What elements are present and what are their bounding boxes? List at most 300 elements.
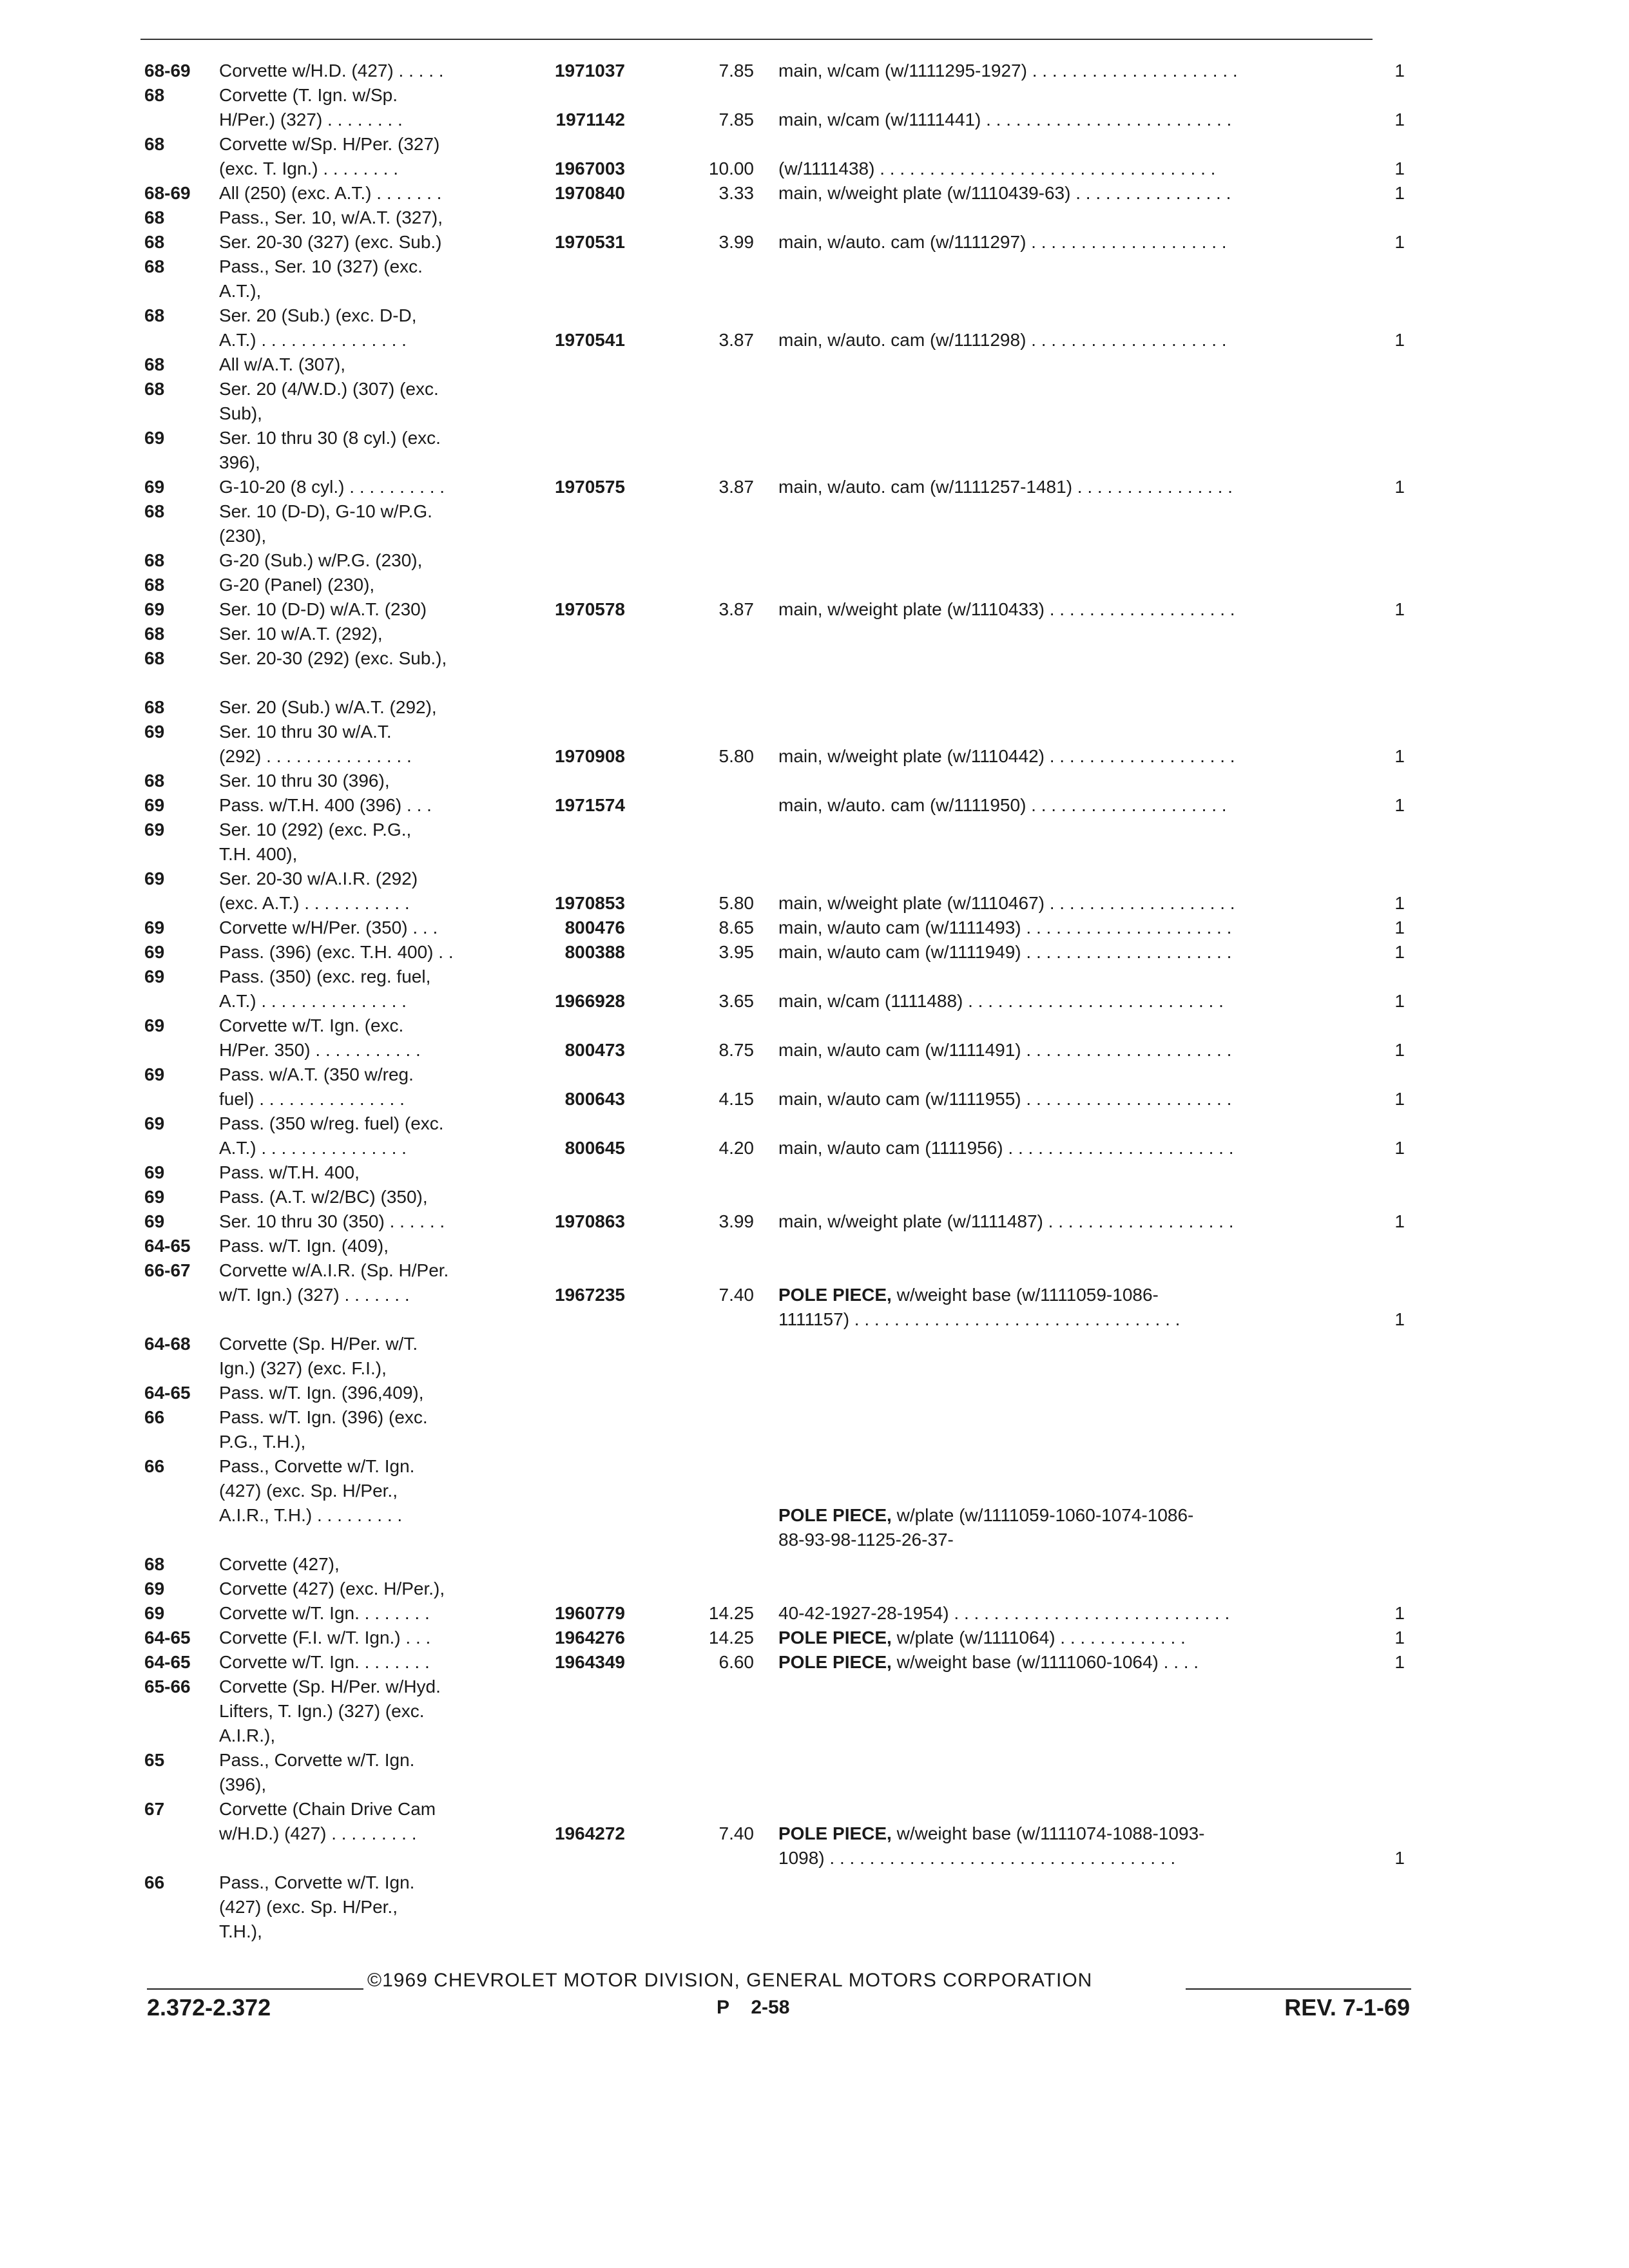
table-row xyxy=(0,353,1629,376)
year-cell: 68 xyxy=(144,550,165,570)
table-row xyxy=(0,304,1629,327)
table-row xyxy=(0,280,1629,303)
year-cell: 69 xyxy=(144,1162,165,1182)
page-number xyxy=(717,1994,789,2022)
description-text: 1111157) . . . . . . . . . . . . . . . . . . . . . . . . . . . . . . . . . xyxy=(778,1309,1181,1329)
application-cell: H/Per.) (327) . . . . . . . . xyxy=(219,110,403,130)
table-row xyxy=(0,573,1629,597)
price-cell: 5.80 xyxy=(718,746,754,766)
table-row xyxy=(0,1137,1629,1160)
application-cell: Ser. 20-30 (292) (exc. Sub.), xyxy=(219,648,447,668)
application-cell: G-10-20 (8 cyl.) . . . . . . . . . . xyxy=(219,477,445,497)
table-row xyxy=(0,1700,1629,1723)
description-text: w/weight base (w/1111059-1086- xyxy=(891,1285,1159,1305)
table-row xyxy=(0,1112,1629,1135)
application-cell: G-20 (Sub.) w/P.G. (230), xyxy=(219,550,423,570)
description-text: main, w/weight plate (w/1110439-63) . . . . . . . . . . . . . . . . xyxy=(778,183,1231,203)
table-row xyxy=(0,524,1629,548)
year-cell: 69 xyxy=(144,966,165,986)
table-row xyxy=(0,1063,1629,1086)
quantity-cell: 1 xyxy=(1394,1652,1405,1672)
table-row xyxy=(0,1210,1629,1233)
table-row xyxy=(0,745,1629,768)
application-cell: Corvette (Sp. H/Per. w/Hyd. xyxy=(219,1677,441,1696)
description-text: main, w/cam (w/1111295-1927) . . . . . . . . . . . . . . . . . . . . . xyxy=(778,61,1238,81)
table-row xyxy=(0,1504,1629,1527)
part-number-cell: 1970863 xyxy=(554,1211,625,1231)
part-number-cell: 1964349 xyxy=(554,1652,625,1672)
description-text: main, w/auto cam (w/1111491) . . . . . . . . . . . . . . . . . . . . . xyxy=(778,1040,1232,1060)
description-cell xyxy=(778,990,1224,1013)
part-number-cell: 1970908 xyxy=(554,746,625,766)
table-row xyxy=(0,1626,1629,1649)
table-row xyxy=(0,598,1629,621)
application-cell: Pass., Corvette w/T. Ign. xyxy=(219,1750,415,1770)
application-cell: Ser. 10 w/A.T. (292), xyxy=(219,624,383,644)
application-cell: Pass. w/T.H. 400 (396) . . . xyxy=(219,795,432,815)
price-cell: 14.25 xyxy=(708,1628,754,1648)
application-cell: Pass. (A.T. w/2/BC) (350), xyxy=(219,1187,428,1207)
application-cell: Pass. w/T. Ign. (396,409), xyxy=(219,1383,424,1403)
table-row xyxy=(0,696,1629,719)
description-cell xyxy=(778,1137,1233,1160)
part-number-cell: 1970575 xyxy=(554,477,625,497)
year-cell: 66 xyxy=(144,1872,165,1892)
year-cell: 68 xyxy=(144,575,165,595)
description-text: main, w/auto cam (w/1111955) . . . . . . . . . . . . . . . . . . . . . xyxy=(778,1089,1232,1109)
year-cell: 69 xyxy=(144,1579,165,1599)
table-row xyxy=(0,867,1629,890)
description-cell xyxy=(778,1528,954,1552)
table-row xyxy=(0,182,1629,205)
quantity-cell: 1 xyxy=(1394,330,1405,350)
table-row xyxy=(0,1602,1629,1625)
application-cell: P.G., T.H.), xyxy=(219,1432,306,1452)
table-row xyxy=(0,59,1629,82)
table-row xyxy=(0,769,1629,793)
description-cell xyxy=(778,182,1231,205)
table-row xyxy=(0,1773,1629,1796)
revision-date: REV. 7-1-69 xyxy=(1284,1994,1410,2021)
part-number-cell: 1971142 xyxy=(555,110,625,130)
table-row xyxy=(0,1553,1629,1576)
description-cell xyxy=(778,1504,1193,1527)
year-cell: 69 xyxy=(144,599,165,619)
price-cell: 8.75 xyxy=(718,1040,754,1060)
table-row xyxy=(0,1724,1629,1747)
description-text: main, w/cam (w/1111441) . . . . . . . . . . . . . . . . . . . . . . . . . xyxy=(778,110,1232,130)
application-cell: Ser. 10 (292) (exc. P.G., xyxy=(219,820,412,840)
description-heading: POLE PIECE, xyxy=(778,1652,892,1672)
table-row xyxy=(0,1871,1629,1894)
table-row xyxy=(0,720,1629,744)
application-cell: G-20 (Panel) (230), xyxy=(219,575,375,595)
table-row xyxy=(0,1259,1629,1282)
table-row xyxy=(0,1896,1629,1919)
description-text: w/weight base (w/1111060-1064) . . . . xyxy=(891,1652,1199,1672)
table-row xyxy=(0,1283,1629,1307)
table-row xyxy=(0,427,1629,450)
description-cell xyxy=(778,794,1227,817)
description-cell xyxy=(778,1210,1234,1233)
description-cell xyxy=(778,941,1231,964)
year-cell: 69 xyxy=(144,918,165,937)
description-text: 88-93-98-1125-26-37- xyxy=(778,1530,954,1550)
application-cell: Pass. (396) (exc. T.H. 400) . . xyxy=(219,942,454,962)
application-cell: Ser. 20 (4/W.D.) (307) (exc. xyxy=(219,379,439,399)
year-cell: 65 xyxy=(144,1750,165,1770)
quantity-cell: 1 xyxy=(1394,893,1405,913)
application-cell: H/Per. 350) . . . . . . . . . . . xyxy=(219,1040,421,1060)
quantity-cell: 1 xyxy=(1394,1138,1405,1158)
price-cell: 7.85 xyxy=(718,61,754,81)
table-row xyxy=(0,1651,1629,1674)
description-text: w/plate (w/1111064) . . . . . . . . . . . . . xyxy=(891,1628,1186,1648)
part-number-cell: 1964272 xyxy=(554,1823,625,1843)
part-number-cell: 800476 xyxy=(564,918,625,937)
price-cell: 3.33 xyxy=(718,183,754,203)
application-cell: Lifters, T. Ign.) (327) (exc. xyxy=(219,1701,425,1721)
price-cell: 4.20 xyxy=(718,1138,754,1158)
year-cell: 69 xyxy=(144,1211,165,1231)
description-heading: POLE PIECE, xyxy=(778,1505,892,1525)
year-cell: 69 xyxy=(144,820,165,840)
table-row xyxy=(0,990,1629,1013)
description-text: main, w/auto. cam (w/1111950) . . . . . . . . . . . . . . . . . . . . xyxy=(778,795,1227,815)
table-row xyxy=(0,1406,1629,1429)
application-cell: Pass. w/T. Ign. (396) (exc. xyxy=(219,1407,428,1427)
price-cell: 10.00 xyxy=(708,159,754,178)
year-cell: 69 xyxy=(144,1064,165,1084)
application-cell: All w/A.T. (307), xyxy=(219,354,346,374)
year-cell: 68 xyxy=(144,379,165,399)
application-cell: Corvette (427) (exc. H/Per.), xyxy=(219,1579,445,1599)
year-cell: 69 xyxy=(144,1015,165,1035)
description-cell xyxy=(778,1088,1231,1111)
application-cell: (292) . . . . . . . . . . . . . . . xyxy=(219,746,412,766)
table-row xyxy=(0,84,1629,107)
price-cell: 7.40 xyxy=(718,1823,754,1843)
description-cell xyxy=(778,329,1227,352)
quantity-cell: 1 xyxy=(1394,795,1405,815)
table-row xyxy=(0,1161,1629,1184)
year-cell: 64-65 xyxy=(144,1628,191,1648)
price-cell: 4.15 xyxy=(718,1089,754,1109)
application-cell: Corvette (427), xyxy=(219,1554,340,1574)
part-number-cell: 1970531 xyxy=(554,232,625,252)
description-cell xyxy=(778,1847,1175,1870)
table-row xyxy=(0,1357,1629,1380)
description-cell xyxy=(778,476,1233,499)
table-row xyxy=(0,1332,1629,1356)
application-cell: Corvette w/H/Per. (350) . . . xyxy=(219,918,438,937)
quantity-cell: 1 xyxy=(1394,1309,1405,1329)
application-cell: Corvette w/H.D. (427) . . . . . xyxy=(219,61,444,81)
application-cell: A.I.R.), xyxy=(219,1725,276,1745)
table-row xyxy=(0,1381,1629,1405)
table-row xyxy=(0,1577,1629,1600)
application-cell: Corvette (F.I. w/T. Ign.) . . . xyxy=(219,1628,431,1648)
table-row xyxy=(0,1528,1629,1552)
quantity-cell: 1 xyxy=(1394,942,1405,962)
application-cell: Pass., Corvette w/T. Ign. xyxy=(219,1872,415,1892)
table-row xyxy=(0,1920,1629,1943)
table-row xyxy=(0,1798,1629,1821)
price-cell: 7.85 xyxy=(718,110,754,130)
application-cell: fuel) . . . . . . . . . . . . . . . xyxy=(219,1089,405,1109)
description-text: main, w/auto cam (1111956) . . . . . . . . . . . . . . . . . . . . . . . xyxy=(778,1138,1234,1158)
description-text: main, w/weight plate (w/1110467) . . . . . . . . . . . . . . . . . . . xyxy=(778,893,1235,913)
year-cell: 69 xyxy=(144,1187,165,1207)
price-cell: 3.87 xyxy=(718,330,754,350)
year-cell: 69 xyxy=(144,795,165,815)
table-row xyxy=(0,378,1629,401)
table-row xyxy=(0,818,1629,841)
description-text: (w/1111438) . . . . . . . . . . . . . . . . . . . . . . . . . . . . . . . . . . xyxy=(778,159,1216,178)
application-cell: (427) (exc. Sp. H/Per., xyxy=(219,1481,398,1501)
year-cell: 66-67 xyxy=(144,1260,191,1280)
part-number-cell: 1966928 xyxy=(554,991,625,1011)
year-cell: 68 xyxy=(144,85,165,105)
application-cell: A.I.R., T.H.) . . . . . . . . . xyxy=(219,1505,403,1525)
description-cell xyxy=(778,598,1235,621)
table-row xyxy=(0,157,1629,180)
table-row xyxy=(0,500,1629,523)
table-row xyxy=(0,1088,1629,1111)
part-number-cell: 800388 xyxy=(564,942,625,962)
table-row xyxy=(0,941,1629,964)
price-cell: 3.99 xyxy=(718,1211,754,1231)
year-cell: 69 xyxy=(144,942,165,962)
year-cell: 68 xyxy=(144,256,165,276)
application-cell: All (250) (exc. A.T.) . . . . . . . xyxy=(219,183,442,203)
year-cell: 68 xyxy=(144,771,165,791)
quantity-cell: 1 xyxy=(1394,1040,1405,1060)
year-cell: 69 xyxy=(144,869,165,889)
table-row xyxy=(0,549,1629,572)
application-cell: A.T.) . . . . . . . . . . . . . . . xyxy=(219,330,407,350)
price-cell: 3.87 xyxy=(718,599,754,619)
quantity-cell: 1 xyxy=(1394,61,1405,81)
description-cell xyxy=(778,1626,1186,1649)
part-number-cell: 1971574 xyxy=(554,795,625,815)
application-cell: Corvette w/Sp. H/Per. (327) xyxy=(219,134,440,154)
part-number-cell: 800473 xyxy=(564,1040,625,1060)
application-cell: Ser. 10 thru 30 (8 cyl.) (exc. xyxy=(219,428,441,448)
page-label: P xyxy=(717,1997,730,2018)
year-cell: 68 xyxy=(144,1554,165,1574)
table-row xyxy=(0,1749,1629,1772)
price-cell: 3.65 xyxy=(718,991,754,1011)
description-text: main, w/auto. cam (w/1111257-1481) . . . . . . . . . . . . . . . . xyxy=(778,477,1233,497)
table-row xyxy=(0,1014,1629,1037)
year-cell: 69 xyxy=(144,428,165,448)
year-cell: 65-66 xyxy=(144,1677,191,1696)
year-cell: 69 xyxy=(144,722,165,742)
table-row xyxy=(0,1308,1629,1331)
description-cell xyxy=(778,108,1231,131)
table-row xyxy=(0,671,1629,695)
year-cell: 64-65 xyxy=(144,1236,191,1256)
application-cell: Pass., Ser. 10 (327) (exc. xyxy=(219,256,423,276)
description-text: main, w/weight plate (w/1110442) . . . . . . . . . . . . . . . . . . . xyxy=(778,746,1235,766)
year-cell: 64-65 xyxy=(144,1652,191,1672)
table-row xyxy=(0,892,1629,915)
description-cell xyxy=(778,1283,1159,1307)
price-cell: 5.80 xyxy=(718,893,754,913)
copyright-text: ©1969 CHEVROLET MOTOR DIVISION, GENERAL MOTORS CORPORATION xyxy=(367,1970,1093,1991)
description-cell xyxy=(778,916,1231,939)
description-text: main, w/auto cam (w/1111949) . . . . . . . . . . . . . . . . . . . . . xyxy=(778,942,1232,962)
part-number-cell: 1971037 xyxy=(554,61,625,81)
description-text: w/plate (w/1111059-1060-1074-1086- xyxy=(891,1505,1194,1525)
application-cell: (427) (exc. Sp. H/Per., xyxy=(219,1897,398,1917)
application-cell: (230), xyxy=(219,526,267,546)
application-cell: Corvette w/T. Ign. . . . . . . . xyxy=(219,1652,430,1672)
price-cell: 3.95 xyxy=(718,942,754,962)
page-number-value: 2-58 xyxy=(751,1997,790,2018)
description-text: main, w/weight plate (w/1110433) . . . . . . . . . . . . . . . . . . . xyxy=(778,599,1235,619)
table-row xyxy=(0,1479,1629,1503)
application-cell: Ser. 10 thru 30 (350) . . . . . . xyxy=(219,1211,445,1231)
description-text: main, w/auto. cam (w/1111298) . . . . . . . . . . . . . . . . . . . . xyxy=(778,330,1227,350)
year-cell: 68 xyxy=(144,697,165,717)
application-cell: T.H. 400), xyxy=(219,844,298,864)
table-row xyxy=(0,794,1629,817)
price-cell: 8.65 xyxy=(718,918,754,937)
description-cell xyxy=(778,1308,1180,1331)
price-cell: 14.25 xyxy=(708,1603,754,1623)
application-cell: (exc. T. Ign.) . . . . . . . . xyxy=(219,159,399,178)
application-cell: A.T.), xyxy=(219,281,262,301)
table-row xyxy=(0,965,1629,988)
table-row xyxy=(0,916,1629,939)
year-cell: 64-65 xyxy=(144,1383,191,1403)
application-cell: Corvette (T. Ign. w/Sp. xyxy=(219,85,398,105)
table-row xyxy=(0,206,1629,229)
year-cell: 69 xyxy=(144,1603,165,1623)
quantity-cell: 1 xyxy=(1394,159,1405,178)
year-cell: 68 xyxy=(144,648,165,668)
table-row xyxy=(0,329,1629,352)
quantity-cell: 1 xyxy=(1394,1848,1405,1868)
quantity-cell: 1 xyxy=(1394,746,1405,766)
description-cell xyxy=(778,1651,1199,1674)
application-cell: Ser. 20-30 (327) (exc. Sub.) xyxy=(219,232,442,252)
table-row xyxy=(0,1235,1629,1258)
description-text: 40-42-1927-28-1954) . . . . . . . . . . . . . . . . . . . . . . . . . . . . xyxy=(778,1603,1230,1623)
application-cell: (396), xyxy=(219,1774,267,1794)
quantity-cell: 1 xyxy=(1394,1628,1405,1648)
description-cell xyxy=(778,892,1235,915)
application-cell: Pass. w/T.H. 400, xyxy=(219,1162,360,1182)
part-number-cell: 800645 xyxy=(564,1138,625,1158)
part-number-cell: 1970578 xyxy=(554,599,625,619)
description-cell xyxy=(778,1602,1229,1625)
table-row xyxy=(0,133,1629,156)
description-text: w/weight base (w/1111074-1088-1093- xyxy=(891,1823,1205,1843)
application-cell: Ser. 10 (D-D), G-10 w/P.G. xyxy=(219,501,432,521)
description-heading: POLE PIECE, xyxy=(778,1628,892,1648)
table-row xyxy=(0,647,1629,670)
description-text: main, w/cam (1111488) . . . . . . . . . . . . . . . . . . . . . . . . . . xyxy=(778,991,1224,1011)
year-cell: 66 xyxy=(144,1407,165,1427)
quantity-cell: 1 xyxy=(1394,232,1405,252)
application-cell: Ser. 10 (D-D) w/A.T. (230) xyxy=(219,599,427,619)
application-cell: Ign.) (327) (exc. F.I.), xyxy=(219,1358,387,1378)
price-cell: 3.87 xyxy=(718,477,754,497)
year-cell: 66 xyxy=(144,1456,165,1476)
quantity-cell: 1 xyxy=(1394,599,1405,619)
table-row xyxy=(0,108,1629,131)
table-row xyxy=(0,231,1629,254)
footer-rule-left xyxy=(147,1988,363,1990)
application-cell: Ser. 10 thru 30 w/A.T. xyxy=(219,722,392,742)
year-cell: 67 xyxy=(144,1799,165,1819)
application-cell: (exc. A.T.) . . . . . . . . . . . xyxy=(219,893,410,913)
description-cell xyxy=(778,745,1235,768)
description-heading: POLE PIECE, xyxy=(778,1823,892,1843)
copyright-line xyxy=(147,1969,1410,1992)
part-number-cell: 1970853 xyxy=(554,893,625,913)
application-cell: w/H.D.) (427) . . . . . . . . . xyxy=(219,1823,417,1843)
table-row xyxy=(0,402,1629,425)
quantity-cell: 1 xyxy=(1394,183,1405,203)
application-cell: 396), xyxy=(219,452,260,472)
year-cell: 69 xyxy=(144,1113,165,1133)
application-cell: Pass. w/T. Ign. (409), xyxy=(219,1236,389,1256)
application-cell: Pass., Ser. 10, w/A.T. (327), xyxy=(219,207,443,227)
application-cell: Ser. 20-30 w/A.I.R. (292) xyxy=(219,869,418,889)
price-cell: 6.60 xyxy=(718,1652,754,1672)
year-cell: 68 xyxy=(144,305,165,325)
table-row xyxy=(0,1186,1629,1209)
year-cell: 68 xyxy=(144,501,165,521)
table-row xyxy=(0,1822,1629,1845)
application-cell: Pass. w/A.T. (350 w/reg. xyxy=(219,1064,414,1084)
application-cell: A.T.) . . . . . . . . . . . . . . . xyxy=(219,1138,407,1158)
quantity-cell: 1 xyxy=(1394,110,1405,130)
year-cell: 68 xyxy=(144,134,165,154)
application-cell: Pass., Corvette w/T. Ign. xyxy=(219,1456,415,1476)
table-row xyxy=(0,451,1629,474)
table-row xyxy=(0,1847,1629,1870)
quantity-cell: 1 xyxy=(1394,918,1405,937)
application-cell: Corvette w/T. Ign. (exc. xyxy=(219,1015,404,1035)
part-number-cell: 1967235 xyxy=(554,1285,625,1305)
year-cell: 64-68 xyxy=(144,1334,191,1354)
table-row xyxy=(0,255,1629,278)
year-cell: 68 xyxy=(144,354,165,374)
application-cell: Corvette w/A.I.R. (Sp. H/Per. xyxy=(219,1260,449,1280)
description-cell xyxy=(778,59,1238,82)
quantity-cell: 1 xyxy=(1394,1089,1405,1109)
quantity-cell: 1 xyxy=(1394,1603,1405,1623)
description-text: 1098) . . . . . . . . . . . . . . . . . . . . . . . . . . . . . . . . . . . xyxy=(778,1848,1176,1868)
table-row xyxy=(0,476,1629,499)
application-cell: Ser. 10 thru 30 (396), xyxy=(219,771,390,791)
year-cell: 68-69 xyxy=(144,61,191,81)
description-cell xyxy=(778,1822,1204,1845)
price-cell: 7.40 xyxy=(718,1285,754,1305)
description-cell xyxy=(778,1039,1231,1062)
application-cell: Corvette (Chain Drive Cam xyxy=(219,1799,436,1819)
description-heading: POLE PIECE, xyxy=(778,1285,892,1305)
top-rule xyxy=(140,39,1373,40)
application-cell: Corvette w/T. Ign. . . . . . . . xyxy=(219,1603,430,1623)
part-number-cell: 800643 xyxy=(564,1089,625,1109)
application-cell: Pass. (350 w/reg. fuel) (exc. xyxy=(219,1113,444,1133)
